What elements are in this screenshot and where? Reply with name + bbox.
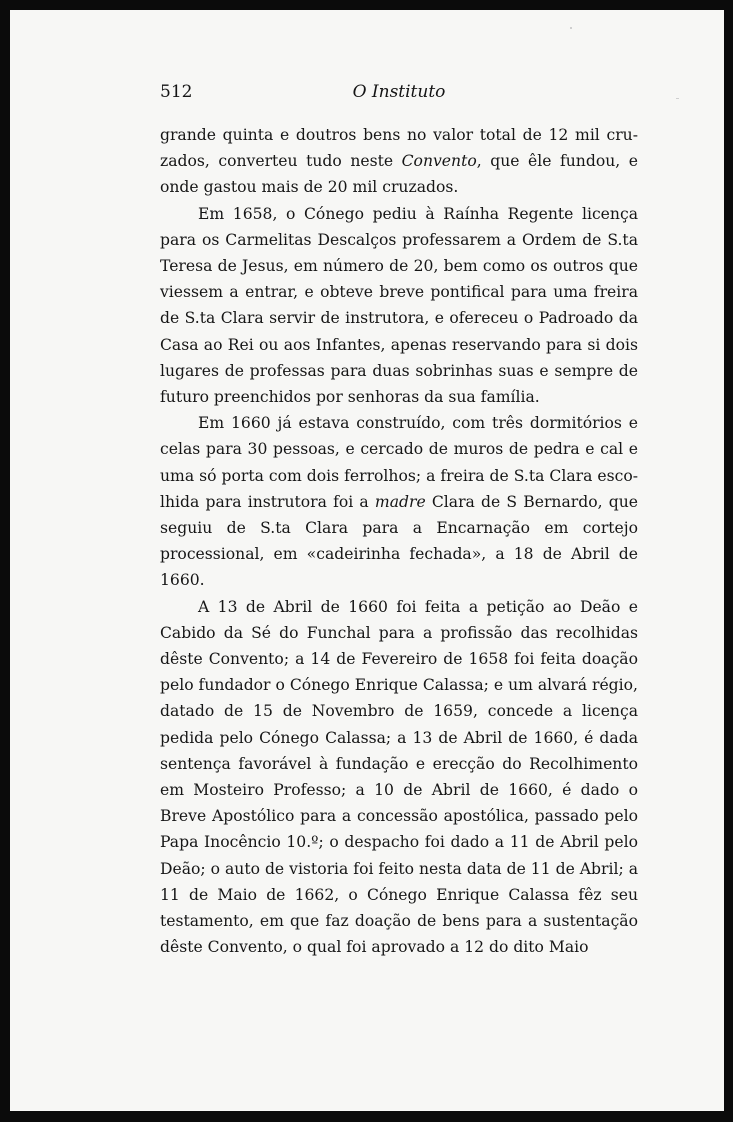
paper-speck	[570, 27, 572, 29]
paragraph: A 13 de Abril de 1660 foi feita a petição ao Deão e Cabido da Sé do Funchal para a profissão das recolhidas dêste Convento; a 14 de Fevereiro de 1658 foi feita doação pelo fundador o Cónego Enrique Calassa; e um alvará régio, datado de 15 de Novembro de 1659, concede a licença pedida pelo Cónego Calassa; a 13 de Abril de 1660, é dada sentença favorável à fundação e erecção do Recolhimento em Mosteiro Professo; a 10 de Abril de 1660, é dado o Breve Apostólico para a concessão apostólica, passado pelo Papa Inocêncio 10.º; o despacho foi dado a 11 de Abril pelo Deão; o auto de vistoria foi feito nesta data de 11 de Abril; a 11 de Maio de 1662, o Cónego Enrique Calassa fêz seu testamento, em que faz doação de bens para a sustentação dêste Convento, o qual foi aprovado a 12 do dito Maio	[160, 597, 638, 957]
paragraph	[160, 410, 638, 593]
paragraph-text: grande quinta e doutros bens no valor total de 12 mil cruzados, converteu tudo neste	[160, 126, 638, 171]
book-page	[10, 10, 724, 1111]
paper-speck	[676, 98, 679, 99]
paragraph	[160, 122, 638, 201]
paragraph-text: Clara de S Bernardo, que seguiu de S.ta Clara para a Encarnação em cortejo processional, em «cadeirinha fechada», a 18 de Abril de 1660.	[160, 492, 638, 590]
italic-word: Convento	[401, 152, 477, 171]
paragraph: Em 1658, o Cónego pediu à Raínha Regente licença para os Carmelitas Descalços professarem a Ordem de S.ta Teresa de Jesus, em número de 20, bem como os outros que viessem a entrar, e obteve breve pontifical para uma freira de S.ta Clara servir de instrutora, e ofereceu o Padroado da Casa ao Rei ou aos Infantes, apenas reservando para si dois lugares de professas para duas sobrinhas suas e sempre de futuro preenchidos por senhoras da sua família.	[160, 204, 638, 407]
page-number: 512	[160, 82, 193, 102]
page-header	[160, 82, 638, 112]
body-text	[160, 122, 638, 961]
running-title: O Instituto	[352, 82, 446, 102]
paragraph-text: Em 1660 já estava construído, com três dormitórios e celas para 30 pessoas, e cercado de muros de pedra e cal e uma só porta com dois ferrolhos; a freira de S.ta Clara escolhida para instrutora foi a	[160, 414, 638, 511]
italic-word: madre	[374, 492, 426, 511]
paragraph-text: , que êle fundou, e onde gastou mais de 20 mil cruzados.	[160, 152, 638, 197]
